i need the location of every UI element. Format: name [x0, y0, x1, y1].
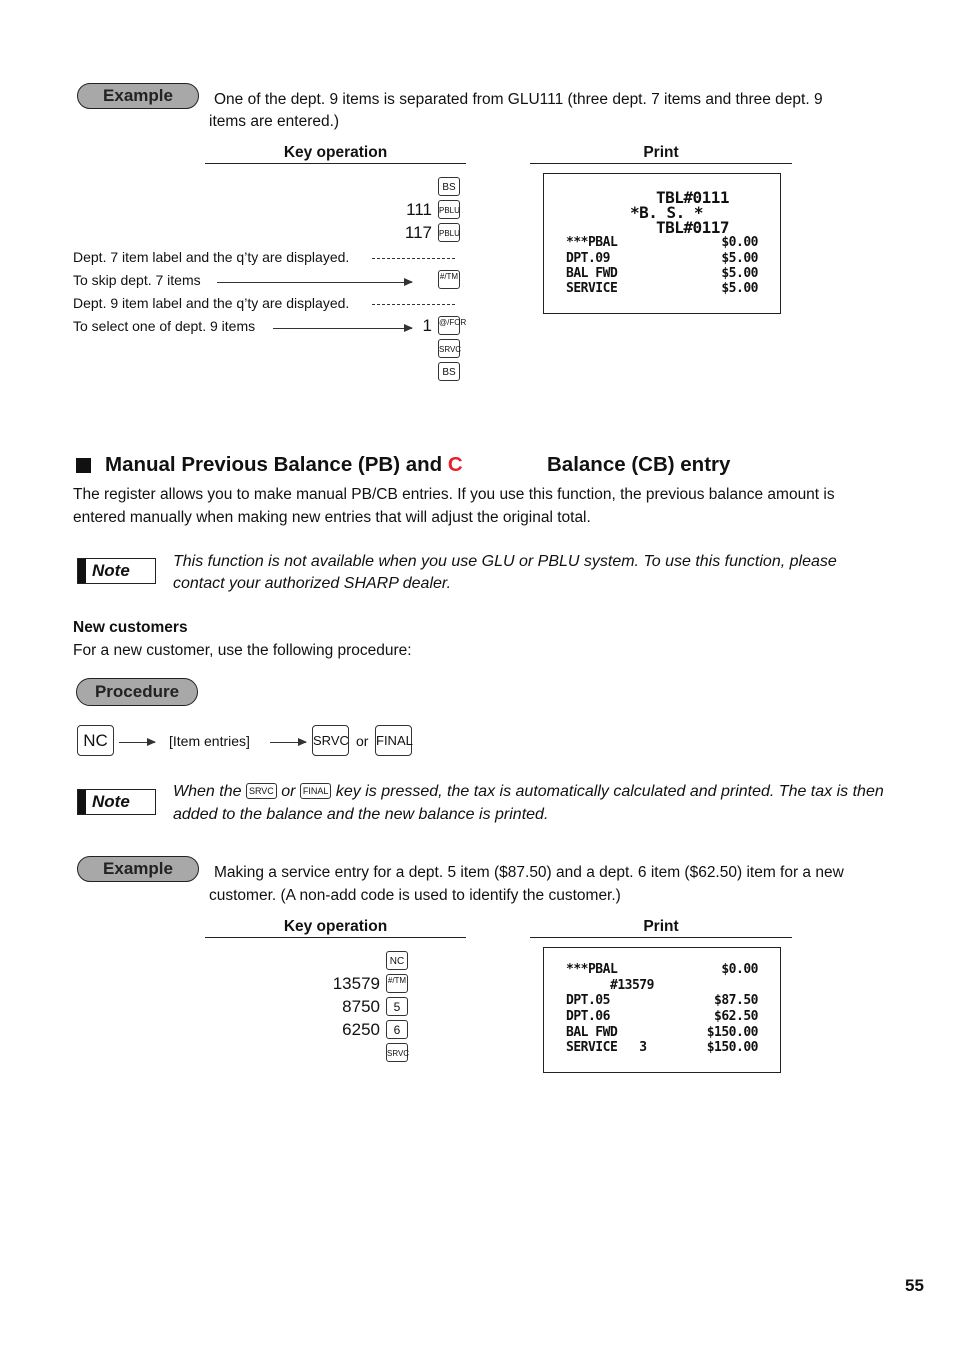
for-key: @/FOR — [438, 316, 460, 335]
tm-key: #/TM — [386, 974, 408, 993]
note-or: or — [281, 783, 296, 800]
example-badge: Example — [77, 856, 199, 882]
note-bar — [78, 559, 86, 583]
srvc-key: SRVC — [312, 725, 349, 756]
note-text-line2: contact your authorized SHARP dealer. — [173, 575, 452, 592]
key-number-6250: 6250 — [342, 1020, 380, 1039]
receipt-value: $5.00 — [721, 251, 758, 266]
dashed-leader — [372, 304, 455, 305]
receipt-value: $5.00 — [721, 266, 758, 281]
section-intro-line1: The register allows you to make manual PB/CB entries. If you use this function, the previous balance amount is — [73, 486, 835, 503]
key-number-111: 111 — [406, 200, 432, 219]
receipt-print — [543, 173, 781, 314]
receipt-value: $62.50 — [714, 1009, 758, 1024]
note-label: Note — [92, 792, 130, 811]
receipt-value: $150.00 — [706, 1025, 758, 1040]
pblu-key: PBLU — [438, 200, 460, 219]
arrow-right-icon — [270, 742, 306, 743]
receipt-value: $150.00 — [706, 1040, 758, 1055]
section-title-c: C — [447, 453, 463, 476]
receipt-label: #13579 — [610, 978, 654, 993]
section-intro-line2: entered manually when making new entries that will adjust the original total. — [73, 509, 591, 526]
nc-key: NC — [386, 951, 408, 970]
receipt-label: DPT.09 — [566, 251, 610, 266]
receipt-label: SERVICE 3 — [566, 1040, 647, 1055]
section-title-part1: Manual Previous Balance (PB) and — [105, 453, 443, 476]
receipt-label: DPT.06 — [566, 1009, 610, 1024]
receipt-line: *B. S. * — [630, 203, 704, 222]
note-line1-rest: key is pressed, the tax is automatically calculated and printed. The tax is then — [335, 783, 884, 800]
step-description: To skip dept. 7 items — [73, 272, 201, 288]
pblu-key: PBLU — [438, 223, 460, 242]
print-header: Print — [530, 144, 792, 164]
dashed-leader — [372, 258, 455, 259]
arrow-right-icon — [119, 742, 155, 743]
receipt-line: TBL#0117 — [656, 218, 730, 237]
example-badge: Example — [77, 83, 199, 109]
note-badge — [77, 789, 156, 815]
page-number: 55 — [905, 1276, 924, 1295]
bs-key: BS — [438, 362, 460, 381]
receipt-line: TBL#0111 — [656, 188, 730, 207]
key-number-8750: 8750 — [342, 997, 380, 1016]
example-text-line2: items are entered.) — [209, 113, 340, 130]
receipt-label: ***PBAL — [566, 962, 618, 977]
or-text: or — [356, 733, 369, 749]
step-description: Dept. 7 item label and the q’ty are displayed. — [73, 249, 350, 265]
srvc-key: SRVC — [386, 1043, 408, 1062]
note-when-the: When the — [173, 783, 242, 800]
tm-key: #/TM — [438, 270, 460, 289]
procedure-badge: Procedure — [76, 678, 198, 706]
receipt-value: $5.00 — [721, 281, 758, 296]
section-title — [105, 453, 463, 477]
key-operation-header: Key operation — [205, 918, 466, 938]
receipt-label: BAL FWD — [566, 1025, 618, 1040]
receipt-value: $0.00 — [721, 962, 758, 977]
note-text-line1: This function is not available when you use GLU or PBLU system. To use this function, please — [173, 553, 837, 570]
final-key: FINAL — [375, 725, 412, 756]
note-bar — [78, 790, 86, 814]
square-bullet-icon — [76, 458, 91, 473]
key-number-13579: 13579 — [332, 974, 380, 993]
note-text-line2: added to the balance and the new balance is printed. — [173, 806, 549, 823]
receipt-label: SERVICE — [566, 281, 618, 296]
receipt-label: DPT.05 — [566, 993, 610, 1008]
receipt-label: ***PBAL — [566, 235, 618, 250]
receipt-label: BAL FWD — [566, 266, 618, 281]
receipt-value: $87.50 — [714, 993, 758, 1008]
note-label: Note — [92, 561, 130, 580]
key-operation-header: Key operation — [205, 144, 466, 164]
example-text-line1: Making a service entry for a dept. 5 item ($87.50) and a dept. 6 item ($62.50) item for a new — [214, 864, 844, 881]
example-text-line2: customer. (A non-add code is used to identify the customer.) — [209, 887, 621, 904]
bs-key: BS — [438, 177, 460, 196]
receipt-print — [543, 947, 781, 1073]
step-description: To select one of dept. 9 items — [73, 318, 256, 334]
srvc-key: SRVC — [246, 783, 277, 799]
note-text-line1 — [173, 780, 884, 803]
dept-5-key: 5 — [386, 997, 408, 1016]
note-badge — [77, 558, 156, 584]
new-customers-text: For a new customer, use the following procedure: — [73, 642, 412, 659]
key-number-1: 1 — [422, 316, 432, 335]
arrow-right-icon — [273, 328, 412, 329]
nc-key: NC — [77, 725, 114, 756]
receipt-value: $0.00 — [721, 235, 758, 250]
step-description: Dept. 9 item label and the q’ty are displayed. — [73, 295, 350, 311]
final-key: FINAL — [300, 783, 332, 799]
print-header: Print — [530, 918, 792, 938]
dept-6-key: 6 — [386, 1020, 408, 1039]
srvc-key: SRVC — [438, 339, 460, 358]
section-title-part2: Balance (CB) entry — [547, 453, 731, 476]
new-customers-heading: New customers — [73, 619, 188, 636]
arrow-right-icon — [217, 282, 412, 283]
example-text-line1: One of the dept. 9 items is separated from GLU111 (three dept. 7 items and three dept. 9 — [214, 91, 823, 108]
key-number-117: 117 — [404, 223, 432, 242]
item-entries-text: [Item entries] — [169, 733, 250, 749]
